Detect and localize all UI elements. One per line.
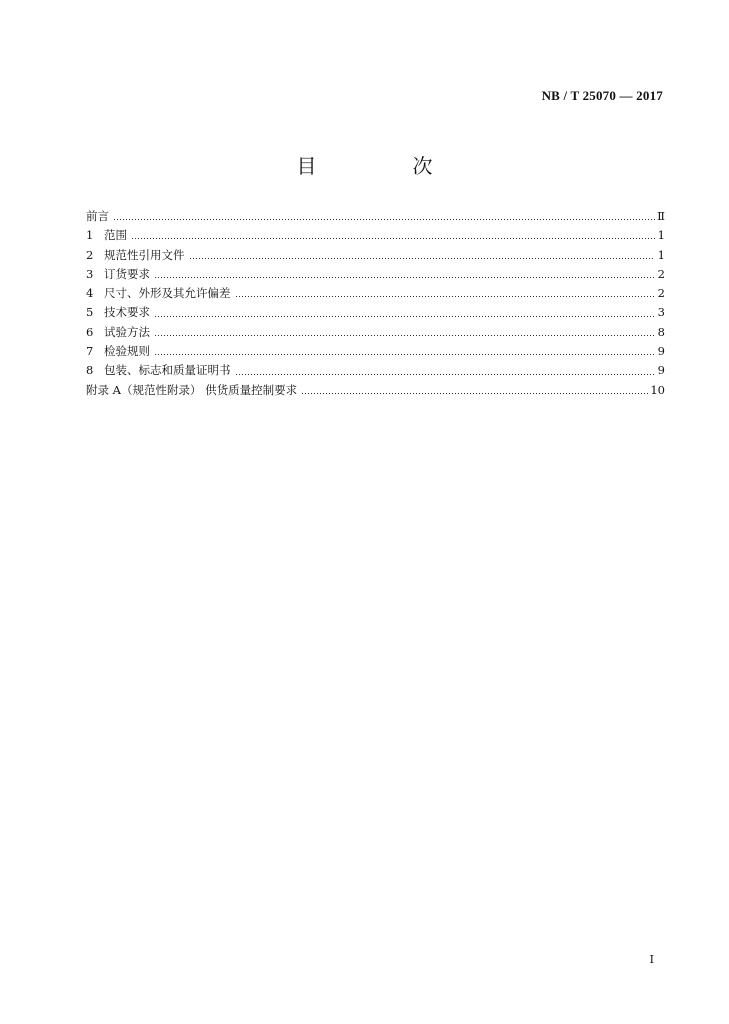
toc-entry-page: 9 [657, 363, 665, 378]
toc-entry-page: 3 [657, 305, 665, 320]
toc-entry-packaging[interactable] [86, 361, 665, 380]
toc-entry-inspection-rules[interactable] [86, 342, 665, 361]
dot-leader [131, 238, 655, 239]
toc-entry-number: 8 [86, 363, 94, 378]
toc-entry-scope[interactable] [86, 226, 665, 245]
toc-entry-annex-a[interactable] [86, 381, 665, 400]
toc-entry-page: 1 [657, 228, 665, 243]
dot-leader [235, 296, 656, 297]
toc-entry-label: 检验规则 [104, 344, 150, 359]
toc-entry-number: 7 [86, 344, 94, 359]
toc-entry-ordering-requirements[interactable] [86, 265, 665, 284]
toc-entry-page: 2 [657, 266, 665, 281]
toc-entry-number: 6 [86, 324, 94, 339]
page-title: 目 次 [296, 154, 471, 178]
toc-entry-page: 2 [657, 286, 665, 301]
toc-entry-page: 8 [657, 324, 665, 339]
toc-entry-number: 3 [86, 266, 94, 281]
toc-entry-number: 2 [86, 247, 94, 262]
toc-entry-page: 10 [650, 382, 665, 397]
dot-leader [154, 277, 655, 278]
toc-entry-page: 9 [657, 344, 665, 359]
dot-leader [154, 316, 655, 317]
page-number: I [649, 953, 654, 966]
toc-entry-number: 4 [86, 286, 94, 301]
dot-leader [113, 219, 655, 220]
toc-entry-page: 1 [657, 247, 665, 262]
dot-leader [154, 335, 655, 336]
toc-entry-technical-requirements[interactable] [86, 303, 665, 322]
toc-entry-foreword[interactable] [86, 207, 665, 226]
toc-entry-dimensions[interactable] [86, 284, 665, 303]
standard-number: NB / T 25070 — 2017 [541, 88, 663, 103]
toc-entry-page: Ⅱ [657, 209, 665, 223]
dot-leader [154, 354, 655, 355]
toc-entry-label: 尺寸、外形及其允许偏差 [104, 286, 231, 301]
toc-entry-number: 5 [86, 305, 94, 320]
toc-entry-label: 包装、标志和质量证明书 [104, 363, 231, 378]
dot-leader [235, 374, 656, 375]
toc-entry-label: 技术要求 [104, 305, 150, 320]
toc-entry-label: 订货要求 [104, 266, 150, 281]
toc-entry-test-methods[interactable] [86, 323, 665, 342]
dot-leader [189, 258, 656, 259]
dot-leader [301, 393, 648, 394]
toc-entry-label: 范围 [104, 228, 127, 243]
toc-entry-label: 试验方法 [104, 324, 150, 339]
table-of-contents [86, 207, 665, 400]
toc-entry-label: 前言 [86, 209, 109, 223]
toc-entry-label: 附录 A（规范性附录） 供货质量控制要求 [86, 382, 298, 397]
toc-entry-label: 规范性引用文件 [104, 247, 185, 262]
toc-entry-number: 1 [86, 228, 94, 243]
toc-entry-normative-references[interactable] [86, 246, 665, 265]
